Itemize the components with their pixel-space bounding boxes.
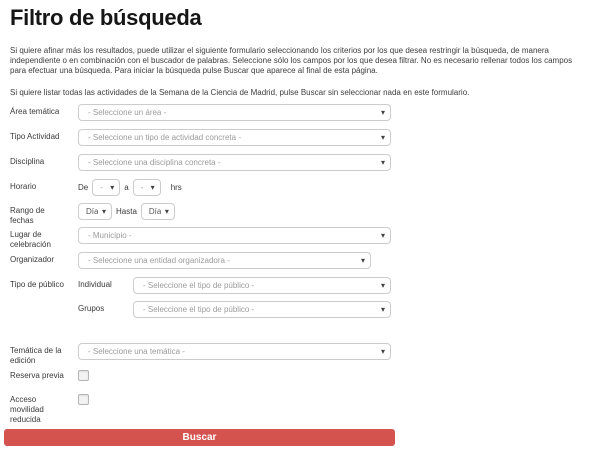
intro-paragraph-1: Si quiere afinar más los resultados, puede utilizar el siguiente formulario seleccionando los criterios por los que desea restringir la búsqueda, de manera independiente o en combinación con el buscador de palabras. Seleccione sólo los campos por los que desea filtrar. No es necesario rellenar todos los campos para efectuar una búsqueda. Para iniciar la búsqueda pulse Buscar que aparece al final de esta página.: [10, 46, 573, 75]
horario-to-select[interactable]: [133, 179, 161, 196]
search-filter-form: [10, 104, 590, 446]
select-arrow-icon: ▾: [150, 182, 155, 192]
field-label-horario: Horario: [10, 182, 37, 191]
select-arrow-icon: ▾: [380, 107, 385, 117]
area-tematica-select[interactable]: [78, 104, 391, 121]
row-tematica-edicion: [10, 343, 590, 365]
horario-hrs-label: hrs: [170, 183, 182, 192]
row-organizador: [10, 252, 590, 270]
tipo-actividad-placeholder: - Seleccione un tipo de actividad concreta -: [88, 133, 241, 142]
select-arrow-icon: ▾: [380, 132, 385, 142]
field-label-tipo-publico: Tipo de público: [10, 280, 64, 289]
field-label-lugar-celebracion: Lugar de celebración: [10, 230, 51, 249]
field-label-rango-fechas: Rango de fechas: [10, 206, 45, 225]
row-tipo-actividad: [10, 129, 590, 147]
municipio-select[interactable]: [78, 227, 391, 244]
buscar-button[interactable]: Buscar: [4, 429, 395, 446]
select-arrow-icon: ▾: [101, 206, 106, 216]
row-area-tematica: [10, 104, 590, 122]
organizador-select[interactable]: [78, 252, 371, 269]
row-disciplina: [10, 154, 590, 172]
field-label-disciplina: Disciplina: [10, 157, 45, 166]
horario-a-label: a: [124, 183, 129, 192]
fecha-desde-value: Día: [86, 207, 99, 216]
row-lugar-celebracion: [10, 227, 590, 249]
tematica-select[interactable]: [78, 343, 391, 360]
select-arrow-icon: ▾: [380, 304, 385, 314]
row-horario: [10, 179, 590, 196]
fecha-hasta-value: Día: [148, 207, 162, 216]
publico-grupos-placeholder: - Seleccione el tipo de público -: [143, 305, 255, 314]
sublabel-individual: Individual: [78, 280, 112, 289]
field-label-organizador: Organizador: [10, 255, 55, 264]
select-arrow-icon: ▾: [380, 280, 385, 290]
field-label-area-tematica: Área temática: [10, 107, 60, 116]
select-arrow-icon: ▾: [380, 230, 385, 240]
publico-individual-placeholder: - Seleccione el tipo de público -: [143, 281, 255, 290]
hasta-label: Hasta: [116, 207, 137, 216]
row-reserva-previa: [10, 368, 590, 385]
sub-row-individual: [78, 277, 590, 294]
tematica-placeholder: - Seleccione una temática -: [88, 347, 185, 356]
row-tipo-publico: [10, 277, 590, 318]
publico-individual-select[interactable]: [133, 277, 391, 294]
select-arrow-icon: ▾: [110, 182, 115, 192]
area-tematica-placeholder: - Seleccione un área -: [88, 108, 167, 117]
page-title: Filtro de búsqueda: [10, 5, 202, 30]
row-submit: [10, 429, 590, 446]
fecha-hasta-select[interactable]: [141, 203, 175, 220]
field-label-tipo-actividad: Tipo Actividad: [10, 132, 60, 141]
fecha-desde-select[interactable]: [78, 203, 112, 220]
publico-grupos-select[interactable]: [133, 301, 391, 318]
horario-from-select[interactable]: [92, 179, 120, 196]
sub-row-grupos: [78, 301, 590, 318]
horario-de-label: De: [78, 183, 89, 192]
select-arrow-icon: ▾: [360, 255, 365, 265]
organizador-placeholder: - Seleccione una entidad organizadora -: [88, 256, 230, 265]
reserva-previa-checkbox[interactable]: [78, 370, 89, 381]
field-label-reserva-previa: Reserva previa: [10, 371, 64, 380]
field-label-acceso-movilidad: Acceso movilidad reducida: [10, 395, 44, 424]
select-arrow-icon: ▾: [380, 157, 385, 167]
row-acceso-movilidad: [10, 392, 590, 422]
tipo-actividad-select[interactable]: [78, 129, 391, 146]
field-label-tematica-edicion: Temática de la edición: [10, 346, 62, 365]
select-arrow-icon: ▾: [380, 346, 385, 356]
intro-paragraph-2: Si quiere listar todas las actividades de la Semana de la Ciencia de Madrid, pulse Buscar sin seleccionar nada en este formulario.: [10, 88, 470, 97]
municipio-placeholder: - Municipio -: [88, 231, 132, 240]
acceso-movilidad-checkbox[interactable]: [78, 394, 89, 405]
disciplina-placeholder: - Seleccione una disciplina concreta -: [88, 158, 221, 167]
sublabel-grupos: Grupos: [78, 304, 105, 313]
horario-to-value: -: [140, 183, 144, 192]
horario-from-value: -: [100, 183, 103, 192]
select-arrow-icon: ▾: [164, 206, 169, 216]
disciplina-select[interactable]: [78, 154, 391, 171]
row-rango-fechas: [10, 203, 590, 225]
